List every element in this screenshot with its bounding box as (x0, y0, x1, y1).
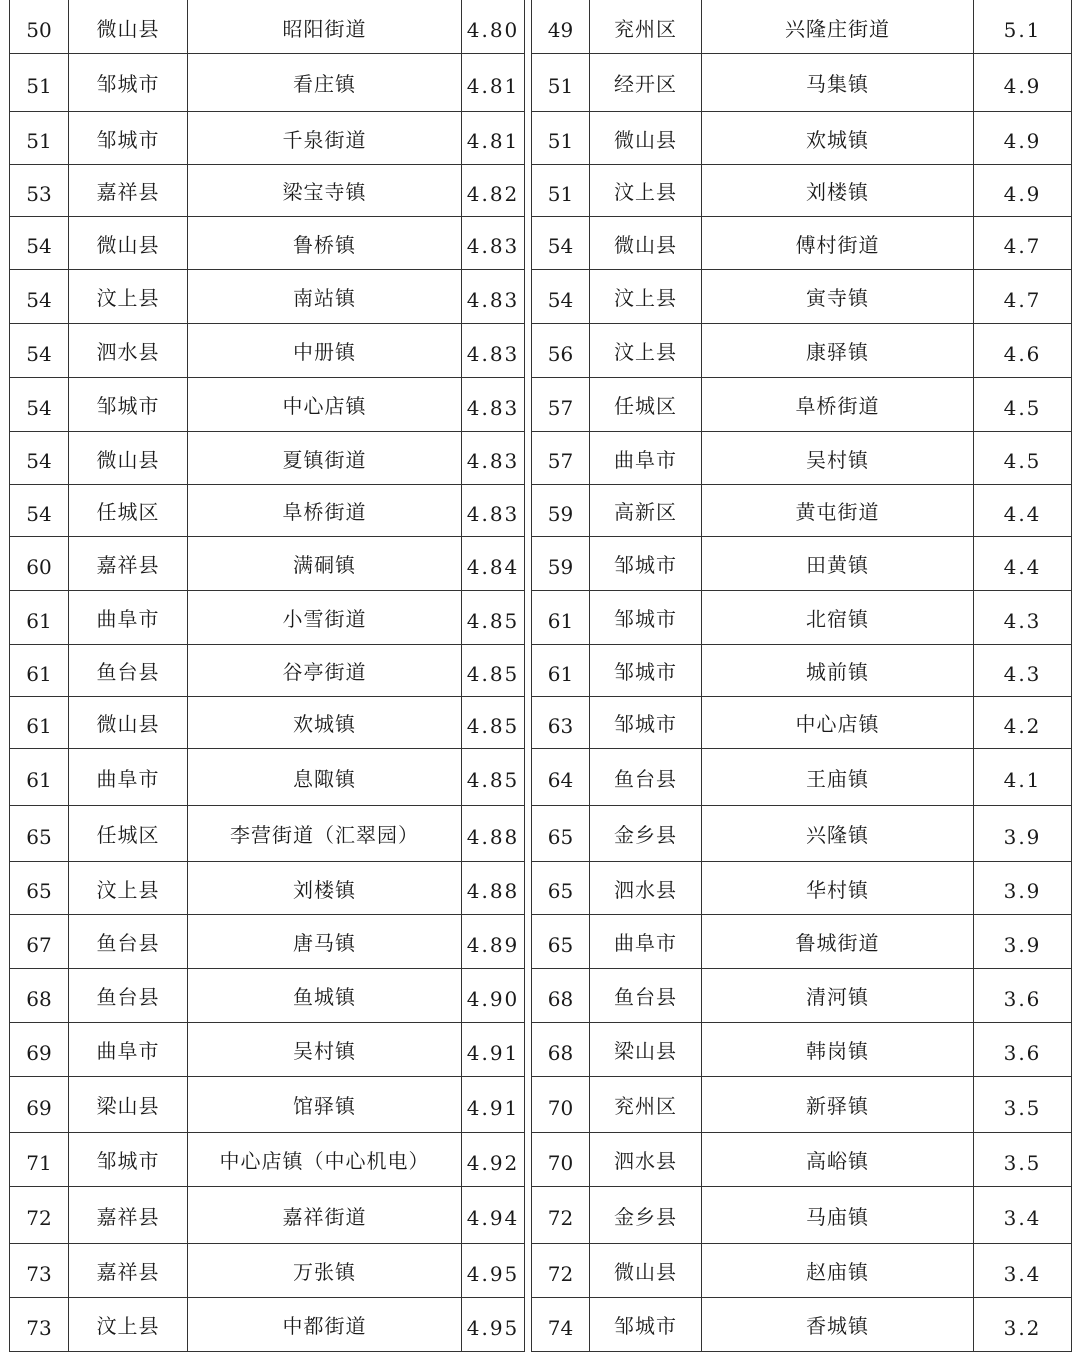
county-cell: 泗水县 (590, 1133, 702, 1187)
county-cell: 邹城市 (69, 54, 188, 112)
rank-cell: 51 (10, 112, 69, 165)
town-cell: 鱼城镇 (188, 969, 462, 1023)
town-cell: 吴村镇 (188, 1023, 462, 1077)
rank-cell: 68 (10, 969, 69, 1023)
score-cell: 4.2 (974, 697, 1072, 749)
county-cell: 经开区 (590, 54, 702, 112)
table-row (10, 432, 525, 485)
town-cell: 中都街道 (188, 1298, 462, 1352)
town-cell: 清河镇 (702, 969, 974, 1023)
table-row (532, 485, 1072, 537)
table-row (10, 537, 525, 591)
score-cell: 3.6 (974, 1023, 1072, 1077)
score-cell: 4.9 (974, 165, 1072, 217)
table-row (532, 217, 1072, 270)
score-cell: 4.5 (974, 432, 1072, 485)
table-row (10, 324, 525, 378)
score-cell: 3.6 (974, 969, 1072, 1023)
rank-cell: 65 (532, 806, 590, 862)
county-cell: 邹城市 (590, 697, 702, 749)
county-cell: 邹城市 (69, 378, 188, 432)
score-cell: 4.4 (974, 485, 1072, 537)
score-cell: 4.85 (462, 697, 525, 749)
town-cell: 千泉街道 (188, 112, 462, 165)
town-cell: 看庄镇 (188, 54, 462, 112)
score-cell: 4.83 (462, 378, 525, 432)
table-row (532, 1298, 1072, 1352)
score-cell: 4.91 (462, 1023, 525, 1077)
town-cell: 城前镇 (702, 645, 974, 697)
rank-cell: 51 (532, 112, 590, 165)
score-cell: 3.9 (974, 862, 1072, 915)
score-cell: 4.83 (462, 270, 525, 324)
table-row (10, 1298, 525, 1352)
county-cell: 鱼台县 (590, 969, 702, 1023)
score-cell: 4.91 (462, 1077, 525, 1133)
town-cell: 李营街道（汇翠园） (188, 806, 462, 862)
town-cell: 梁宝寺镇 (188, 165, 462, 217)
score-cell: 4.88 (462, 806, 525, 862)
score-cell: 4.83 (462, 432, 525, 485)
score-cell: 4.84 (462, 537, 525, 591)
table-row (532, 749, 1072, 806)
county-cell: 鱼台县 (69, 645, 188, 697)
town-cell: 南站镇 (188, 270, 462, 324)
rank-cell: 51 (10, 54, 69, 112)
rank-cell: 50 (10, 1, 69, 54)
county-cell: 曲阜市 (69, 1023, 188, 1077)
left-ranking-table (9, 0, 525, 1352)
rank-cell: 57 (532, 432, 590, 485)
score-cell: 4.81 (462, 54, 525, 112)
town-cell: 小雪街道 (188, 591, 462, 645)
county-cell: 任城区 (69, 806, 188, 862)
score-cell: 4.90 (462, 969, 525, 1023)
county-cell: 微山县 (590, 1244, 702, 1298)
rank-cell: 51 (532, 165, 590, 217)
county-cell: 汶上县 (590, 324, 702, 378)
table-row (10, 591, 525, 645)
table-row (532, 112, 1072, 165)
town-cell: 马集镇 (702, 54, 974, 112)
score-cell: 4.95 (462, 1298, 525, 1352)
table-row (532, 591, 1072, 645)
score-cell: 4.89 (462, 915, 525, 969)
county-cell: 梁山县 (69, 1077, 188, 1133)
town-cell: 欢城镇 (188, 697, 462, 749)
county-cell: 金乡县 (590, 806, 702, 862)
rank-cell: 68 (532, 969, 590, 1023)
town-cell: 鲁桥镇 (188, 217, 462, 270)
county-cell: 嘉祥县 (69, 1244, 188, 1298)
county-cell: 任城区 (590, 378, 702, 432)
score-cell: 4.95 (462, 1244, 525, 1298)
town-cell: 满硐镇 (188, 537, 462, 591)
town-cell: 谷亭街道 (188, 645, 462, 697)
county-cell: 汶上县 (69, 270, 188, 324)
score-cell: 3.4 (974, 1187, 1072, 1244)
town-cell: 新驿镇 (702, 1077, 974, 1133)
right-ranking-table (531, 0, 1072, 1352)
county-cell: 邹城市 (590, 591, 702, 645)
right-table-body (532, 1, 1072, 1352)
rank-cell: 69 (10, 1023, 69, 1077)
rank-cell: 63 (532, 697, 590, 749)
county-cell: 泗水县 (590, 862, 702, 915)
left-table-body (10, 1, 525, 1352)
score-cell: 3.9 (974, 915, 1072, 969)
table-row (10, 697, 525, 749)
town-cell: 中心店镇 (188, 378, 462, 432)
table-row (532, 54, 1072, 112)
table-row (532, 1133, 1072, 1187)
rank-cell: 73 (10, 1244, 69, 1298)
county-cell: 邹城市 (590, 645, 702, 697)
town-cell: 兴隆镇 (702, 806, 974, 862)
score-cell: 5.1 (974, 1, 1072, 54)
county-cell: 微山县 (590, 112, 702, 165)
score-cell: 3.5 (974, 1133, 1072, 1187)
town-cell: 傅村街道 (702, 217, 974, 270)
table-row (532, 324, 1072, 378)
rank-cell: 70 (532, 1077, 590, 1133)
score-cell: 3.4 (974, 1244, 1072, 1298)
rank-cell: 74 (532, 1298, 590, 1352)
table-row (10, 1023, 525, 1077)
county-cell: 邹城市 (590, 537, 702, 591)
county-cell: 鱼台县 (69, 915, 188, 969)
rank-cell: 51 (532, 54, 590, 112)
town-cell: 鲁城街道 (702, 915, 974, 969)
table-row (10, 749, 525, 806)
county-cell: 任城区 (69, 485, 188, 537)
score-cell: 4.88 (462, 862, 525, 915)
table-row (532, 969, 1072, 1023)
score-cell: 4.83 (462, 217, 525, 270)
county-cell: 微山县 (69, 1, 188, 54)
county-cell: 嘉祥县 (69, 537, 188, 591)
rank-cell: 65 (532, 862, 590, 915)
town-cell: 嘉祥街道 (188, 1187, 462, 1244)
table-row (10, 1077, 525, 1133)
table-row (10, 645, 525, 697)
score-cell: 4.9 (974, 54, 1072, 112)
score-cell: 3.5 (974, 1077, 1072, 1133)
rank-cell: 72 (532, 1187, 590, 1244)
table-row (10, 862, 525, 915)
county-cell: 兖州区 (590, 1, 702, 54)
county-cell: 泗水县 (69, 324, 188, 378)
table-row (532, 537, 1072, 591)
county-cell: 邹城市 (69, 1133, 188, 1187)
rank-cell: 60 (10, 537, 69, 591)
table-row (10, 54, 525, 112)
table-row (532, 697, 1072, 749)
table-row (10, 1244, 525, 1298)
score-cell: 4.81 (462, 112, 525, 165)
county-cell: 汶上县 (69, 1298, 188, 1352)
score-cell: 4.4 (974, 537, 1072, 591)
rank-cell: 61 (10, 697, 69, 749)
table-row (532, 915, 1072, 969)
town-cell: 夏镇街道 (188, 432, 462, 485)
rank-cell: 49 (532, 1, 590, 54)
county-cell: 邹城市 (590, 1298, 702, 1352)
county-cell: 汶上县 (590, 270, 702, 324)
rank-cell: 61 (10, 749, 69, 806)
county-cell: 嘉祥县 (69, 1187, 188, 1244)
rank-cell: 54 (10, 432, 69, 485)
table-row (10, 915, 525, 969)
town-cell: 田黄镇 (702, 537, 974, 591)
score-cell: 4.83 (462, 324, 525, 378)
town-cell: 馆驿镇 (188, 1077, 462, 1133)
county-cell: 邹城市 (69, 112, 188, 165)
rank-cell: 53 (10, 165, 69, 217)
rank-cell: 65 (532, 915, 590, 969)
table-row (532, 1, 1072, 54)
county-cell: 金乡县 (590, 1187, 702, 1244)
town-cell: 兴隆庄街道 (702, 1, 974, 54)
table-row (532, 806, 1072, 862)
rank-cell: 64 (532, 749, 590, 806)
town-cell: 黄屯街道 (702, 485, 974, 537)
county-cell: 微山县 (69, 217, 188, 270)
rank-cell: 61 (532, 645, 590, 697)
table-row (532, 1023, 1072, 1077)
rank-cell: 61 (532, 591, 590, 645)
rank-cell: 69 (10, 1077, 69, 1133)
county-cell: 鱼台县 (69, 969, 188, 1023)
county-cell: 曲阜市 (590, 915, 702, 969)
town-cell: 高峪镇 (702, 1133, 974, 1187)
table-row (532, 432, 1072, 485)
town-cell: 万张镇 (188, 1244, 462, 1298)
score-cell: 3.2 (974, 1298, 1072, 1352)
score-cell: 4.94 (462, 1187, 525, 1244)
county-cell: 兖州区 (590, 1077, 702, 1133)
town-cell: 中心店镇（中心机电） (188, 1133, 462, 1187)
town-cell: 刘楼镇 (188, 862, 462, 915)
rank-cell: 61 (10, 645, 69, 697)
rank-cell: 59 (532, 537, 590, 591)
county-cell: 鱼台县 (590, 749, 702, 806)
town-cell: 中心店镇 (702, 697, 974, 749)
table-row (10, 1187, 525, 1244)
rank-cell: 54 (532, 270, 590, 324)
town-cell: 中册镇 (188, 324, 462, 378)
town-cell: 马庙镇 (702, 1187, 974, 1244)
table-row (532, 1077, 1072, 1133)
score-cell: 4.7 (974, 270, 1072, 324)
county-cell: 嘉祥县 (69, 165, 188, 217)
county-cell: 微山县 (69, 432, 188, 485)
rank-cell: 65 (10, 806, 69, 862)
rank-cell: 65 (10, 862, 69, 915)
town-cell: 王庙镇 (702, 749, 974, 806)
town-cell: 韩岗镇 (702, 1023, 974, 1077)
table-row (10, 969, 525, 1023)
rank-cell: 54 (532, 217, 590, 270)
score-cell: 4.5 (974, 378, 1072, 432)
table-row (532, 645, 1072, 697)
rank-cell: 54 (10, 324, 69, 378)
county-cell: 微山县 (590, 217, 702, 270)
table-row (10, 485, 525, 537)
table-row (10, 1133, 525, 1187)
town-cell: 北宿镇 (702, 591, 974, 645)
rank-cell: 54 (10, 270, 69, 324)
county-cell: 曲阜市 (590, 432, 702, 485)
score-cell: 4.3 (974, 591, 1072, 645)
county-cell: 微山县 (69, 697, 188, 749)
table-row (532, 1187, 1072, 1244)
table-row (10, 806, 525, 862)
town-cell: 香城镇 (702, 1298, 974, 1352)
table-row (10, 165, 525, 217)
rank-cell: 70 (532, 1133, 590, 1187)
score-cell: 4.82 (462, 165, 525, 217)
town-cell: 唐马镇 (188, 915, 462, 969)
rank-cell: 72 (10, 1187, 69, 1244)
table-row (10, 112, 525, 165)
rank-cell: 57 (532, 378, 590, 432)
rank-cell: 54 (10, 485, 69, 537)
rank-cell: 72 (532, 1244, 590, 1298)
score-cell: 4.92 (462, 1133, 525, 1187)
score-cell: 4.1 (974, 749, 1072, 806)
table-row (10, 270, 525, 324)
score-cell: 4.3 (974, 645, 1072, 697)
table-row (532, 1244, 1072, 1298)
score-cell: 4.6 (974, 324, 1072, 378)
county-cell: 梁山县 (590, 1023, 702, 1077)
rank-cell: 61 (10, 591, 69, 645)
town-cell: 康驿镇 (702, 324, 974, 378)
town-cell: 寅寺镇 (702, 270, 974, 324)
rank-cell: 56 (532, 324, 590, 378)
town-cell: 昭阳街道 (188, 1, 462, 54)
town-cell: 息陬镇 (188, 749, 462, 806)
table-row (10, 1, 525, 54)
town-cell: 阜桥街道 (188, 485, 462, 537)
table-row (10, 378, 525, 432)
table-row (10, 217, 525, 270)
table-row (532, 270, 1072, 324)
rank-cell: 73 (10, 1298, 69, 1352)
rank-cell: 67 (10, 915, 69, 969)
town-cell: 刘楼镇 (702, 165, 974, 217)
town-cell: 赵庙镇 (702, 1244, 974, 1298)
rank-cell: 54 (10, 217, 69, 270)
score-cell: 4.85 (462, 645, 525, 697)
county-cell: 高新区 (590, 485, 702, 537)
table-row (532, 165, 1072, 217)
score-cell: 4.85 (462, 591, 525, 645)
town-cell: 华村镇 (702, 862, 974, 915)
county-cell: 曲阜市 (69, 749, 188, 806)
town-cell: 欢城镇 (702, 112, 974, 165)
rank-cell: 59 (532, 485, 590, 537)
score-cell: 4.83 (462, 485, 525, 537)
score-cell: 4.85 (462, 749, 525, 806)
score-cell: 4.9 (974, 112, 1072, 165)
score-cell: 3.9 (974, 806, 1072, 862)
rank-cell: 68 (532, 1023, 590, 1077)
county-cell: 曲阜市 (69, 591, 188, 645)
score-cell: 4.80 (462, 1, 525, 54)
rank-cell: 54 (10, 378, 69, 432)
table-row (532, 378, 1072, 432)
county-cell: 汶上县 (69, 862, 188, 915)
rank-cell: 71 (10, 1133, 69, 1187)
table-row (532, 862, 1072, 915)
county-cell: 汶上县 (590, 165, 702, 217)
score-cell: 4.7 (974, 217, 1072, 270)
town-cell: 吴村镇 (702, 432, 974, 485)
town-cell: 阜桥街道 (702, 378, 974, 432)
